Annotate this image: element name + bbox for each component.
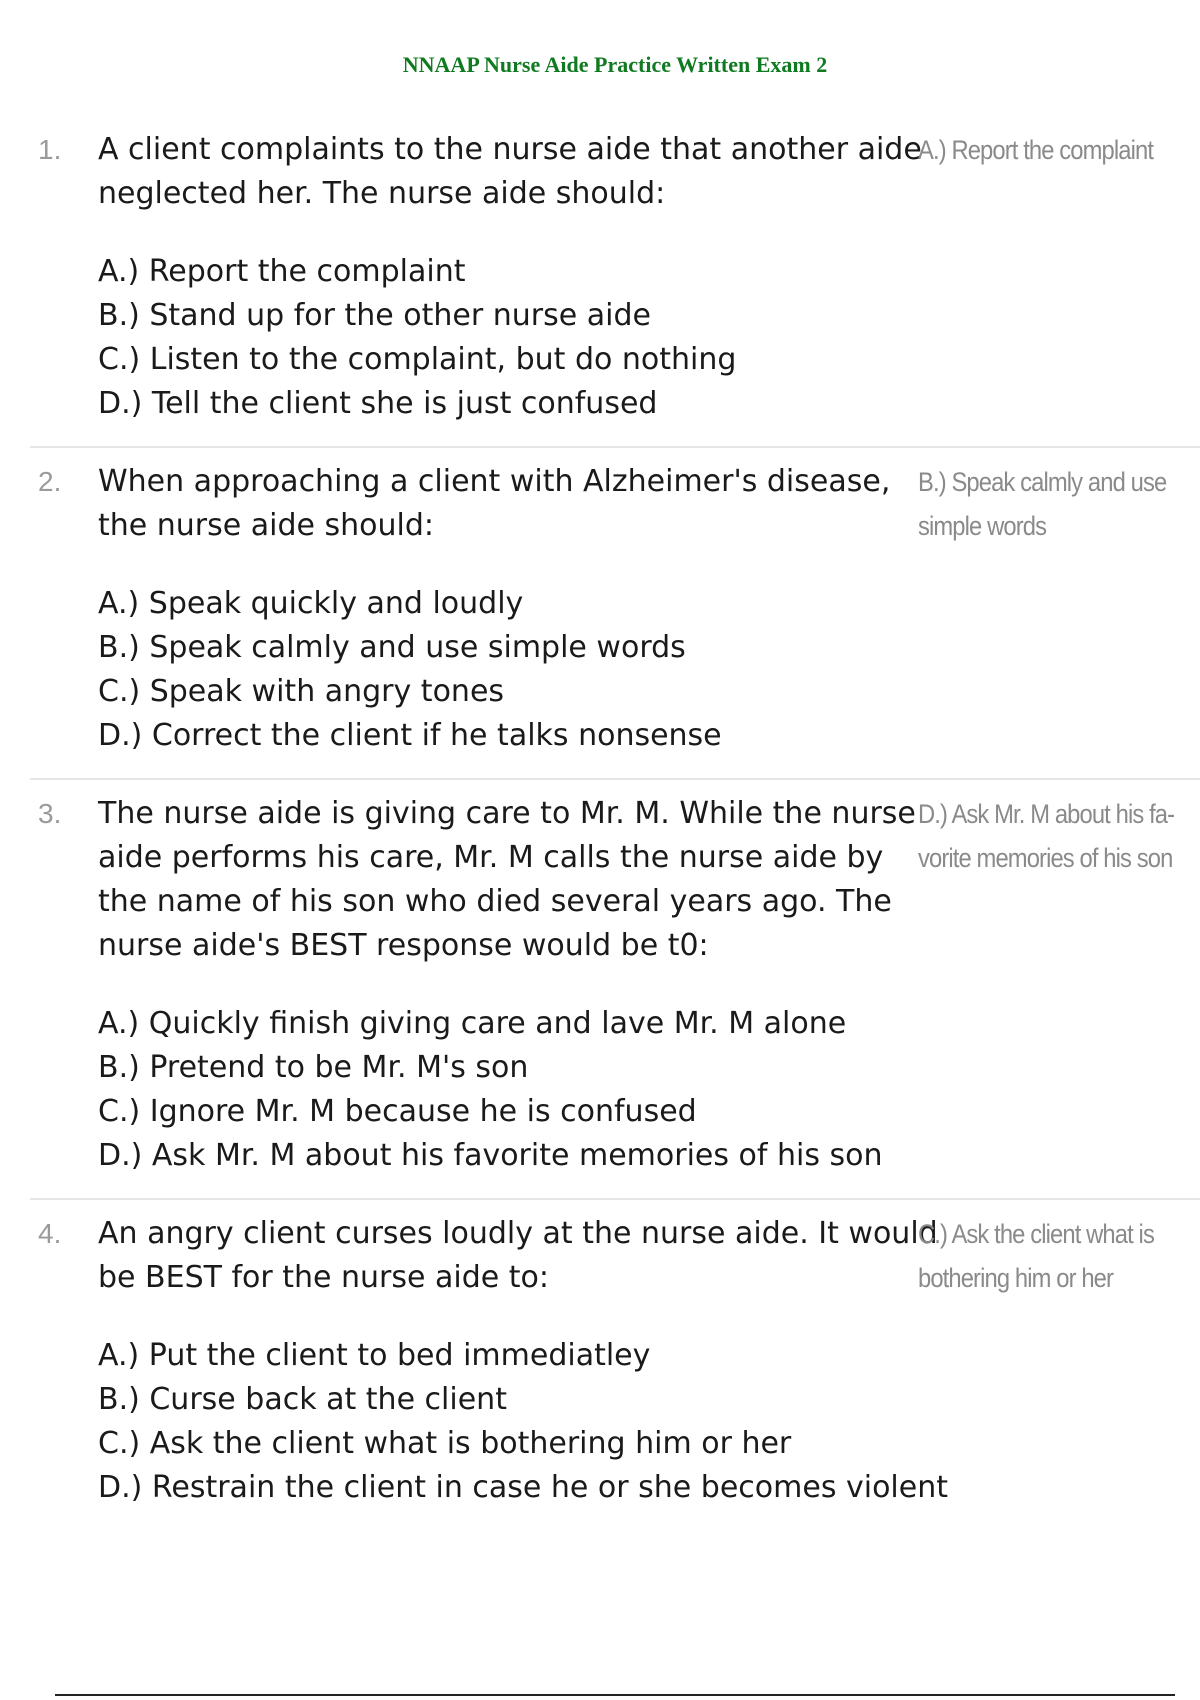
option-c: C.) Speak with angry tones (98, 674, 505, 709)
option-b: B.) Speak calmly and use simple words (98, 630, 686, 665)
question-number: 3. (38, 798, 62, 829)
question-number: 4. (38, 1218, 62, 1249)
option-c: C.) Listen to the complaint, but do nothing (98, 342, 737, 377)
options-list (98, 1002, 883, 1178)
answer-text: C.) Ask the client what is bothering him or her (918, 1219, 1154, 1293)
option-d: D.) Correct the client if he talks nonsense (98, 718, 722, 753)
options-list (98, 1334, 948, 1510)
footer-divider (55, 1694, 1175, 1696)
options-list (98, 582, 722, 758)
answer-text: B.) Speak calmly and use simple words (918, 467, 1167, 541)
question-2 (30, 460, 1200, 780)
option-b: B.) Pretend to be Mr. M's son (98, 1050, 529, 1085)
option-d: D.) Ask Mr. M about his favorite memories of his son (98, 1138, 883, 1173)
question-number: 2. (38, 466, 62, 497)
option-b: B.) Curse back at the client (98, 1382, 507, 1417)
question-number: 1. (38, 134, 62, 165)
question-1 (30, 128, 1200, 448)
options-list (98, 250, 736, 426)
question-text: An angry client curses loudly at the nurse aide. It would be BEST for the nurse aide to: (98, 1216, 938, 1295)
question-text: The nurse aide is giving care to Mr. M. While the nurse aide performs his care, Mr. M calls the nurse aide by the name of his son who died several years ago. The nurse aide's BEST response would be t0: (98, 796, 916, 963)
option-a: A.) Quickly finish giving care and lave Mr. M alone (98, 1006, 847, 1041)
answer-text: A.) Report the complaint (918, 135, 1154, 165)
option-c: C.) Ask the client what is bothering him or her (98, 1426, 792, 1461)
option-b: B.) Stand up for the other nurse aide (98, 298, 651, 333)
option-d: D.) Restrain the client in case he or she becomes violent (98, 1470, 948, 1505)
page-title: NNAAP Nurse Aide Practice Written Exam 2 (402, 52, 828, 77)
question-4 (30, 1212, 1200, 1512)
option-a: A.) Speak quickly and loudly (98, 586, 524, 621)
question-text: A client complaints to the nurse aide that another aide neglected her. The nurse aide should: (98, 132, 922, 211)
option-c: C.) Ignore Mr. M because he is confused (98, 1094, 697, 1129)
answer-text: D.) Ask Mr. M about his fa-vorite memories of his son (918, 799, 1175, 873)
option-a: A.) Report the complaint (98, 254, 466, 289)
question-3 (30, 792, 1200, 1200)
question-text: When approaching a client with Alzheimer's disease, the nurse aide should: (98, 464, 891, 543)
option-d: D.) Tell the client she is just confused (98, 386, 658, 421)
option-a: A.) Put the client to bed immediatley (98, 1338, 651, 1373)
